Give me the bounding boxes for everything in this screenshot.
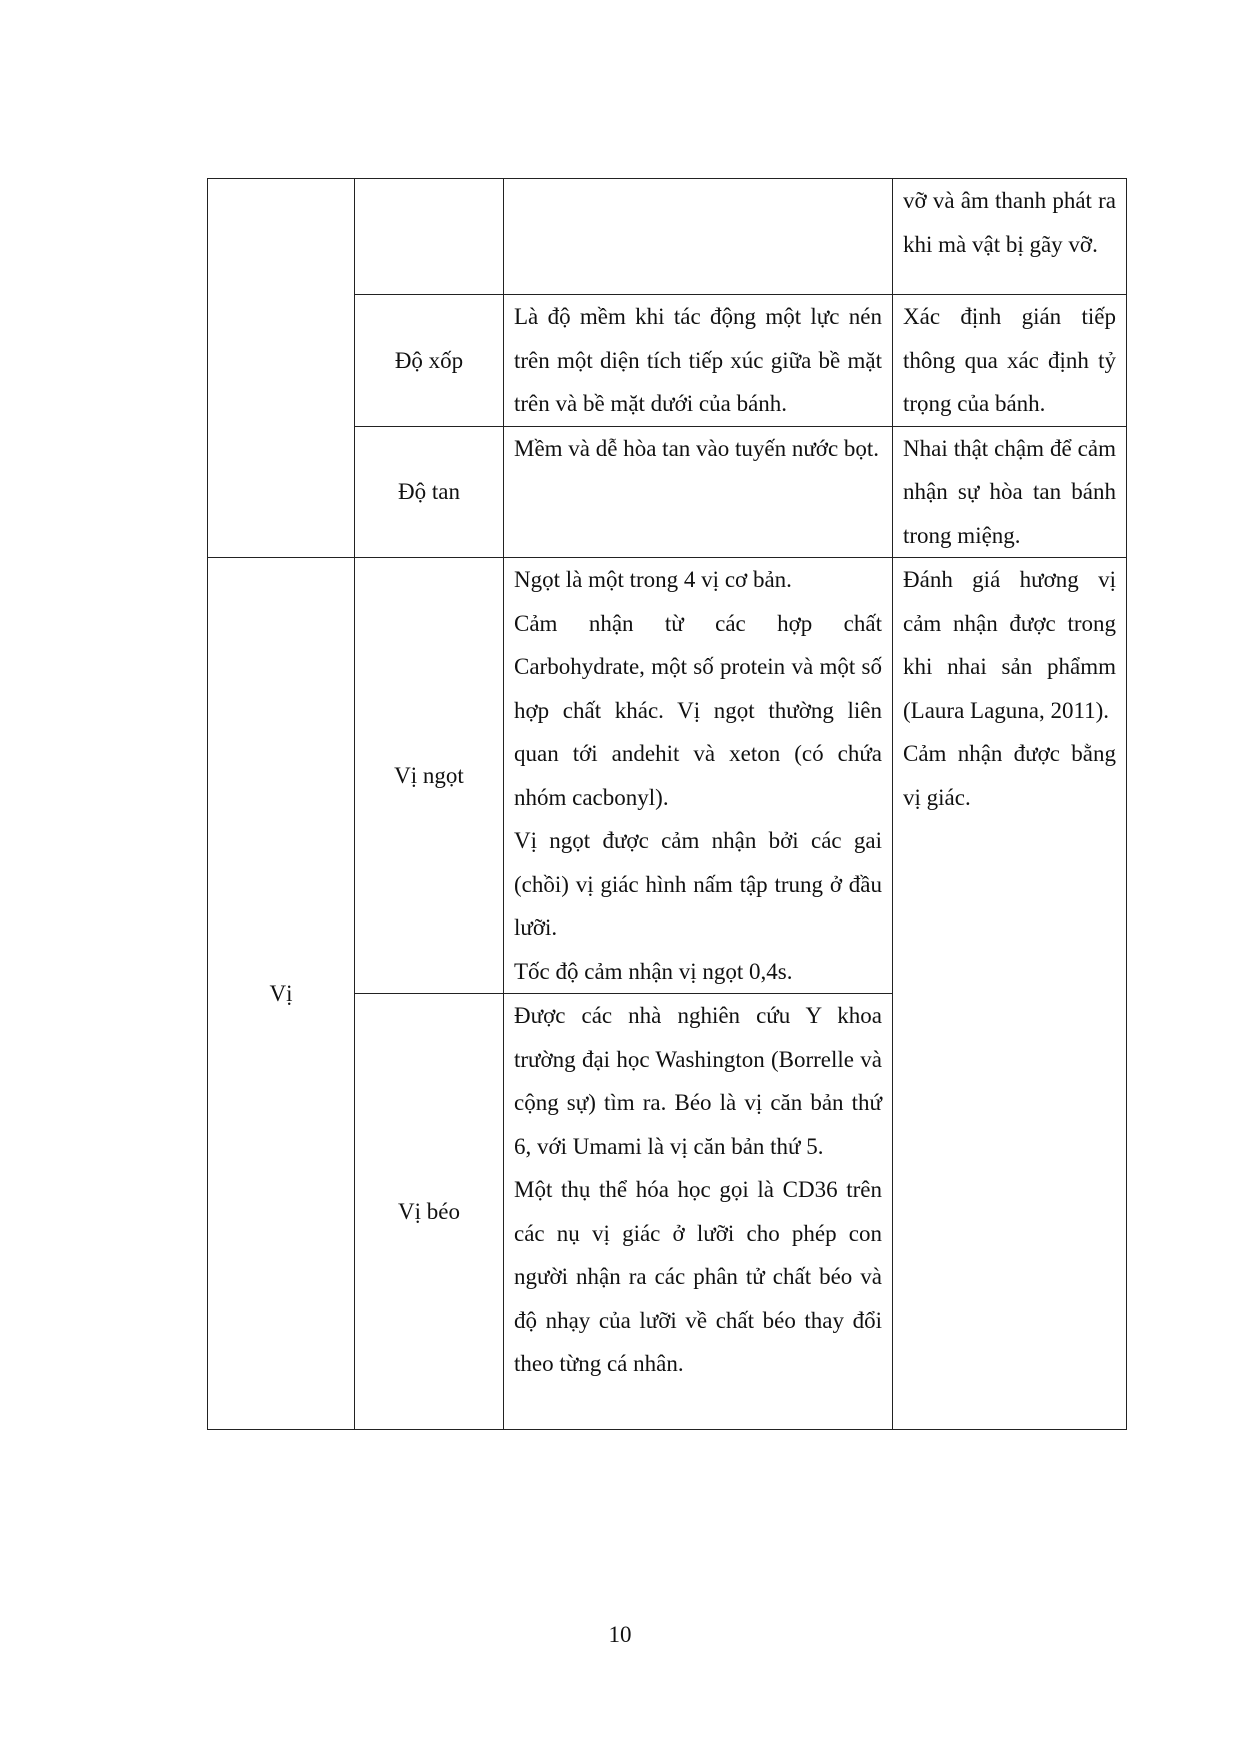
description-cell — [504, 558, 893, 994]
sub-criterion-cell: Độ xốp — [355, 295, 504, 427]
method-paragraph: Nhai thật chậm để cảm nhận sự hòa tan bánh trong miệng. — [903, 435, 1116, 548]
sub-criterion-cell — [355, 179, 504, 295]
description-cell — [504, 179, 893, 295]
description-paragraph: Mềm và dễ hòa tan vào tuyến nước bọt. — [514, 435, 880, 461]
description-cell — [504, 426, 893, 558]
sub-criterion-cell: Độ tan — [355, 426, 504, 558]
description-paragraph: Được các nhà nghiên cứu Y khoa trường đại học Washington (Borrelle và cộng sự) tìm ra. Béo là vị căn bản thứ 6, với Umami là vị căn bản thứ 5. — [514, 1003, 882, 1159]
description-paragraph: Một thụ thể hóa học gọi là CD36 trên các nụ vị giác ở lưỡi cho phép con người nhận ra các phân tử chất béo và độ nhạy của lưỡi về chất béo thay đổi theo từng cá nhân. — [514, 1177, 882, 1376]
description-paragraph: Cảm nhận từ các hợp chất Carbohydrate, một số protein và một số hợp chất khác. Vị ngọt thường liên quan tới andehit và xeton (có chứa nhóm cacbonyl). — [514, 610, 882, 810]
description-paragraph: Vị ngọt được cảm nhận bởi các gai (chồi) vị giác hình nấm tập trung ở đầu lưỡi. — [514, 828, 882, 940]
method-paragraph: Đánh giá hương vị cảm nhận được trong khi nhai sản phẩmm (Laura Laguna, 2011). — [903, 567, 1116, 723]
description-cell — [504, 994, 893, 1430]
page-number: 10 — [608, 1622, 632, 1647]
method-paragraph: Cảm nhận được bằng vị giác. — [903, 741, 1116, 810]
criterion-cell — [208, 179, 355, 558]
description-paragraph: Là độ mềm khi tác động một lực nén trên một diện tích tiếp xúc giữa bề mặt trên và bề mặt dưới của bánh. — [514, 304, 882, 416]
sub-criterion-cell: Vị béo — [355, 994, 504, 1430]
description-paragraph: Ngọt là một trong 4 vị cơ bản. — [514, 567, 792, 592]
method-cell — [893, 179, 1127, 295]
table-row — [208, 179, 1127, 295]
method-cell — [893, 558, 1127, 1430]
method-paragraph: vỡ và âm thanh phát ra khi mà vật bị gãy vỡ. — [903, 188, 1116, 257]
sensory-criteria-table — [207, 178, 1127, 1430]
method-cell — [893, 426, 1127, 558]
description-cell — [504, 295, 893, 427]
criterion-cell: Vị — [208, 558, 355, 1430]
description-paragraph: Tốc độ cảm nhận vị ngọt 0,4s. — [514, 958, 793, 984]
method-paragraph: Xác định gián tiếp thông qua xác định tỷ trọng của bánh. — [903, 304, 1116, 416]
sub-criterion-cell: Vị ngọt — [355, 558, 504, 994]
table-row — [208, 558, 1127, 994]
method-cell — [893, 295, 1127, 427]
